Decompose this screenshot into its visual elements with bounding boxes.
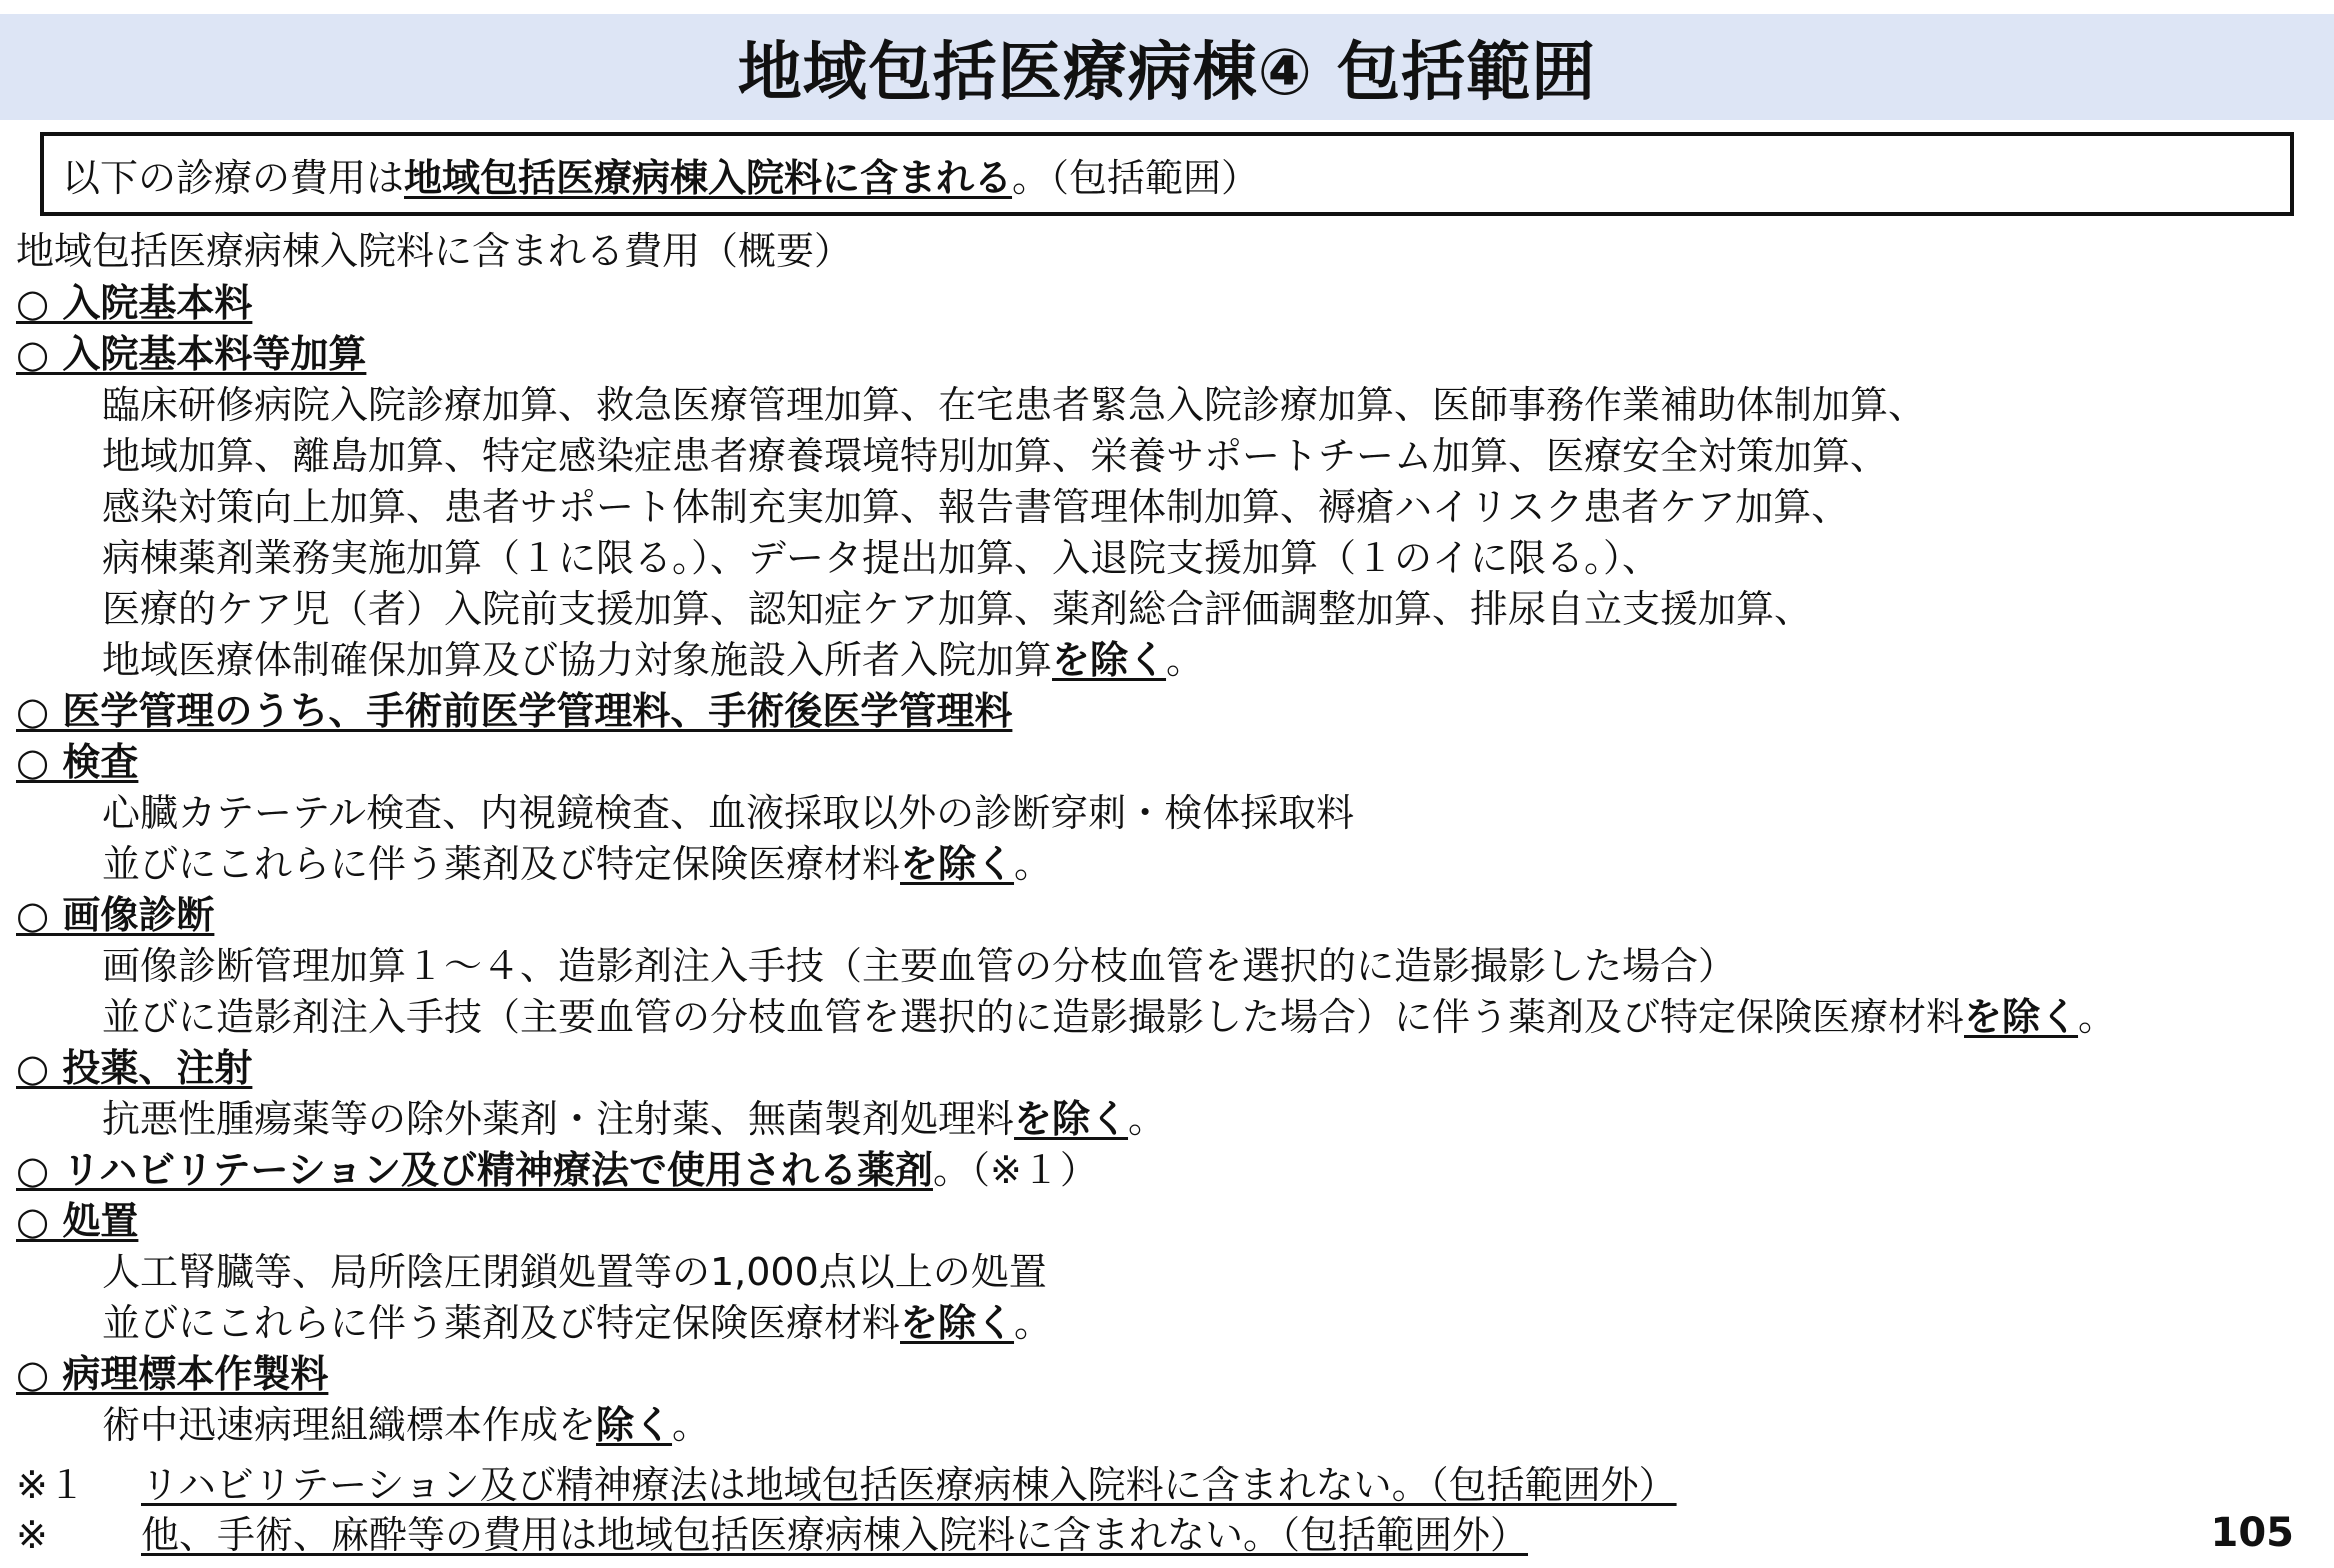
title-bar <box>0 14 2334 120</box>
exclude-emphasis: を除く <box>900 842 1015 886</box>
page-number: 105 <box>2210 1510 2294 1556</box>
section-heading-procedures: ○ 処置 <box>16 1199 139 1243</box>
line-end: 。 <box>2078 995 2117 1039</box>
section-heading-pathology: ○ 病理標本作製料 <box>16 1352 329 1396</box>
line-end: 。 <box>1014 842 1053 886</box>
section-line: 画像診断管理加算１～４、造影剤注入手技（主要血管の分枝血管を選択的に造影撮影した場合） <box>102 944 1737 988</box>
line-text: 地域医療体制確保加算及び協力対象施設入所者入院加算 <box>102 638 1053 682</box>
section-line <box>102 842 1053 886</box>
line-text: 術中迅速病理組織標本作成を <box>102 1403 597 1447</box>
footnote-mark: ※１ <box>16 1463 86 1507</box>
section-line: 人工腎臓等、局所陰圧閉鎖処置等の1,000点以上の処置 <box>102 1250 1047 1294</box>
exclude-emphasis: を除く <box>1052 638 1167 682</box>
line-text: 並びにこれらに伴う薬剤及び特定保険医療材料 <box>102 1301 901 1345</box>
section-heading-additions: ○ 入院基本料等加算 <box>16 332 367 376</box>
exclude-emphasis: 除く <box>596 1403 673 1447</box>
section-heading-medication: ○ 投薬、注射 <box>16 1046 253 1090</box>
section-line: 感染対策向上加算、患者サポート体制充実加算、報告書管理体制加算、褥瘡ハイリスク患者ケア加算、 <box>102 485 1850 529</box>
footnote-mark: ※ <box>16 1513 48 1557</box>
section-line <box>102 995 2117 1039</box>
section-line: 地域加算、離島加算、特定感染症患者療養環境特別加算、栄養サポートチーム加算、医療安全対策加算、 <box>102 434 1889 478</box>
overview-heading: 地域包括医療病棟入院料に含まれる費用（概要） <box>16 229 853 273</box>
section-heading-tests: ○ 検査 <box>16 740 139 784</box>
section-heading-medical-management: ○ 医学管理のうち、手術前医学管理料、手術後医学管理料 <box>16 689 1013 733</box>
line-text: 並びにこれらに伴う薬剤及び特定保険医療材料 <box>102 842 901 886</box>
line-text: 並びに造影剤注入手技（主要血管の分枝血管を選択的に造影撮影した場合）に伴う薬剤及び特定保険医療材料 <box>102 995 1965 1039</box>
footnote-text: 他、手術、麻酔等の費用は地域包括医療病棟入院料に含まれない。（包括範囲外） <box>141 1513 1529 1557</box>
section-rehab <box>16 1148 1098 1192</box>
section-line <box>102 1097 1167 1141</box>
section-line: 医療的ケア児（者）入院前支援加算、認知症ケア加算、薬剤総合評価調整加算、排尿自立支援加算、 <box>102 587 1813 631</box>
exclude-emphasis: を除く <box>1014 1097 1129 1141</box>
exclude-emphasis: を除く <box>900 1301 1015 1345</box>
line-end: 。 <box>672 1403 711 1447</box>
section-heading-rehab-drugs: ○ リハビリテーション及び精神療法で使用される薬剤 <box>16 1148 933 1192</box>
page-title: 地域包括医療病棟④ 包括範囲 <box>737 36 1597 110</box>
section-line: 心臓カテーテル検査、内視鏡検査、血液採取以外の診断穿刺・検体採取料 <box>102 791 1355 835</box>
footnote-text: リハビリテーション及び精神療法は地域包括医療病棟入院料に含まれない。（包括範囲外） <box>141 1463 1677 1507</box>
section-heading-basic-fee: ○ 入院基本料 <box>16 281 253 325</box>
section-line: 病棟薬剤業務実施加算（１に限る。）、データ提出加算、入退院支援加算（１のイに限る。）、 <box>102 536 1661 580</box>
summary-suffix: 。（包括範囲） <box>1012 155 1260 200</box>
section-line <box>102 1403 711 1447</box>
summary-box <box>40 132 2294 216</box>
footnote <box>16 1463 1677 1507</box>
exclude-emphasis: を除く <box>1964 995 2079 1039</box>
summary-prefix: 以下の診療の費用は <box>62 155 405 200</box>
line-end: 。 <box>1166 638 1205 682</box>
section-line: 臨床研修病院入院診療加算、救急医療管理加算、在宅患者緊急入院診療加算、医師事務作業補助体制加算、 <box>102 383 1927 427</box>
section-line <box>102 638 1205 682</box>
line-end: 。（※１） <box>932 1148 1098 1192</box>
section-line <box>102 1301 1053 1345</box>
line-text: 抗悪性腫瘍薬等の除外薬剤・注射薬、無菌製剤処理料 <box>102 1097 1015 1141</box>
footnote <box>16 1513 1529 1557</box>
line-end: 。 <box>1128 1097 1167 1141</box>
section-heading-imaging: ○ 画像診断 <box>16 893 215 937</box>
line-end: 。 <box>1014 1301 1053 1345</box>
summary-emphasis: 地域包括医療病棟入院料に含まれる <box>404 155 1013 200</box>
